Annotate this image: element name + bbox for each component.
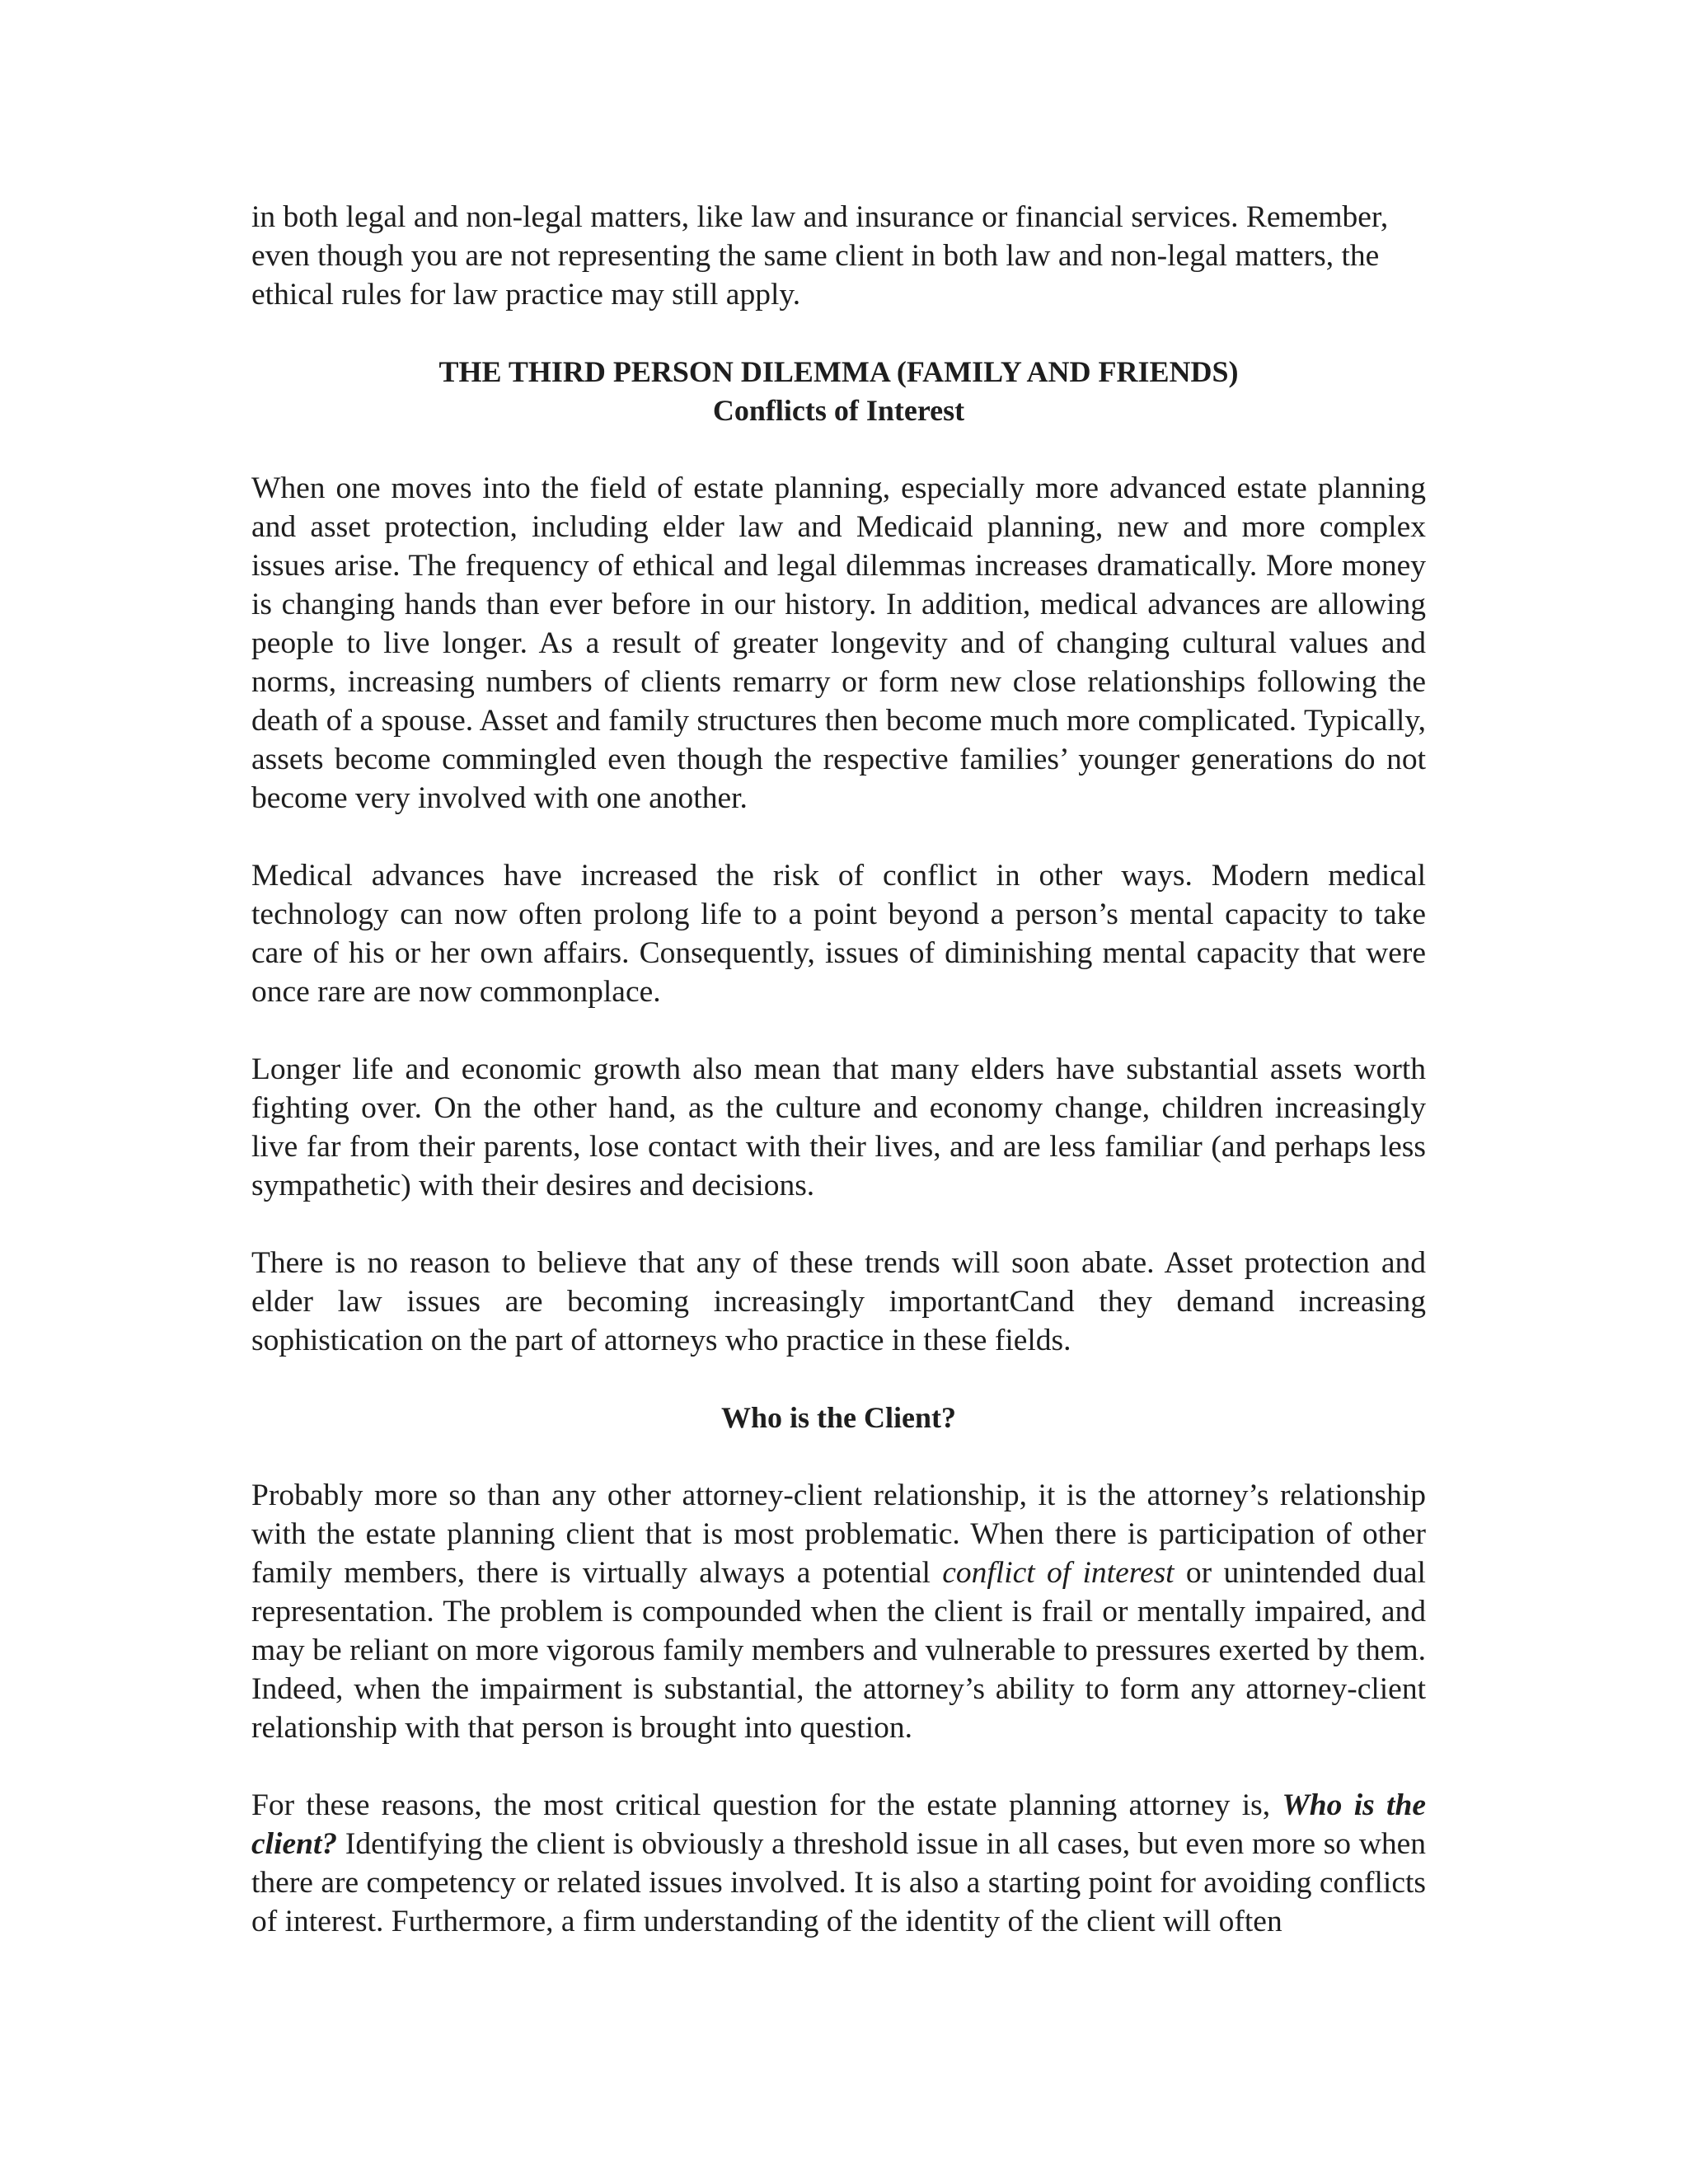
text-run: or unintended dual representation. The problem is compounded when the client is frail or mentally impaired, and may be reliant on more vigorous family members and vulnerable to pressures exerted by them. Indeed, when the impairment is substantial, the attorney’s ability to form any attorney-client relationship with that person is brought into question. xyxy=(251,1556,1426,1745)
body-paragraph: Medical advances have increased the risk of conflict in other ways. Modern medical technology can now often prolong life to a point beyond a person’s mental capacity to take care of his or her own affairs. Consequently, issues of diminishing mental capacity that were once rare are now commonplace. xyxy=(251,859,1426,1009)
body-paragraph: There is no reason to believe that any of these trends will soon abate. Asset protection and elder law issues are becoming increasingly importantCand they demand increasing sophistication on the part of attorneys who practice in these fields. xyxy=(251,1246,1426,1357)
intro-paragraph: in both legal and non-legal matters, like law and insurance or financial services. Remember, even though you are not representing the same client in both law and non-legal matters, the ethical rules for law practice may still apply. xyxy=(251,200,1389,312)
client-paragraph-2 xyxy=(251,1786,1426,1941)
text-run: For these reasons, the most critical question for the estate planning attorney is, xyxy=(251,1788,1282,1822)
emphasis-question: Who is the client? xyxy=(251,1788,1426,1861)
client-paragraph-1 xyxy=(251,1476,1426,1747)
section-title-client: Who is the Client? xyxy=(720,1401,956,1434)
text-run: Probably more so than any other attorney-client relationship, it is the attorney’s relationship with the estate planning client that is most problematic. When there is participation of other family members, there is virtually always a potential xyxy=(251,1479,1426,1590)
section-title: THE THIRD PERSON DILEMMA (FAMILY AND FRIENDS) xyxy=(438,355,1239,388)
body-paragraph: Longer life and economic growth also mean that many elders have substantial assets worth fighting over. On the other hand, as the culture and economy change, children increasingly live far from their parents, lose contact with their lives, and are less familiar (and perhaps less sympathetic) with their desires and decisions. xyxy=(251,1052,1426,1202)
text-run: Identifying the client is obviously a threshold issue in all cases, but even more so when there are competency or related issues involved. It is also a starting point for avoiding conflicts of interest. Furthermore, a firm understanding of the identity of the client will often xyxy=(251,1827,1426,1938)
body-paragraph: When one moves into the field of estate planning, especially more advanced estate planning and asset protection, including elder law and Medicaid planning, new and more complex issues arise. The frequency of ethical and legal dilemmas increases dramatically. More money is changing hands than ever before in our history. In addition, medical advances are allowing people to live longer. As a result of greater longevity and of changing cultural values and norms, increasing numbers of clients remarry or form new close relationships following the death of a spouse. Asset and family structures then become much more complicated. Typically, assets become commingled even though the respective families’ younger generations do not become very involved with one another. xyxy=(251,471,1426,815)
section-subtitle: Conflicts of Interest xyxy=(712,394,965,427)
emphasis-text: conflict of interest xyxy=(942,1556,1175,1590)
document-page xyxy=(251,198,1426,1941)
